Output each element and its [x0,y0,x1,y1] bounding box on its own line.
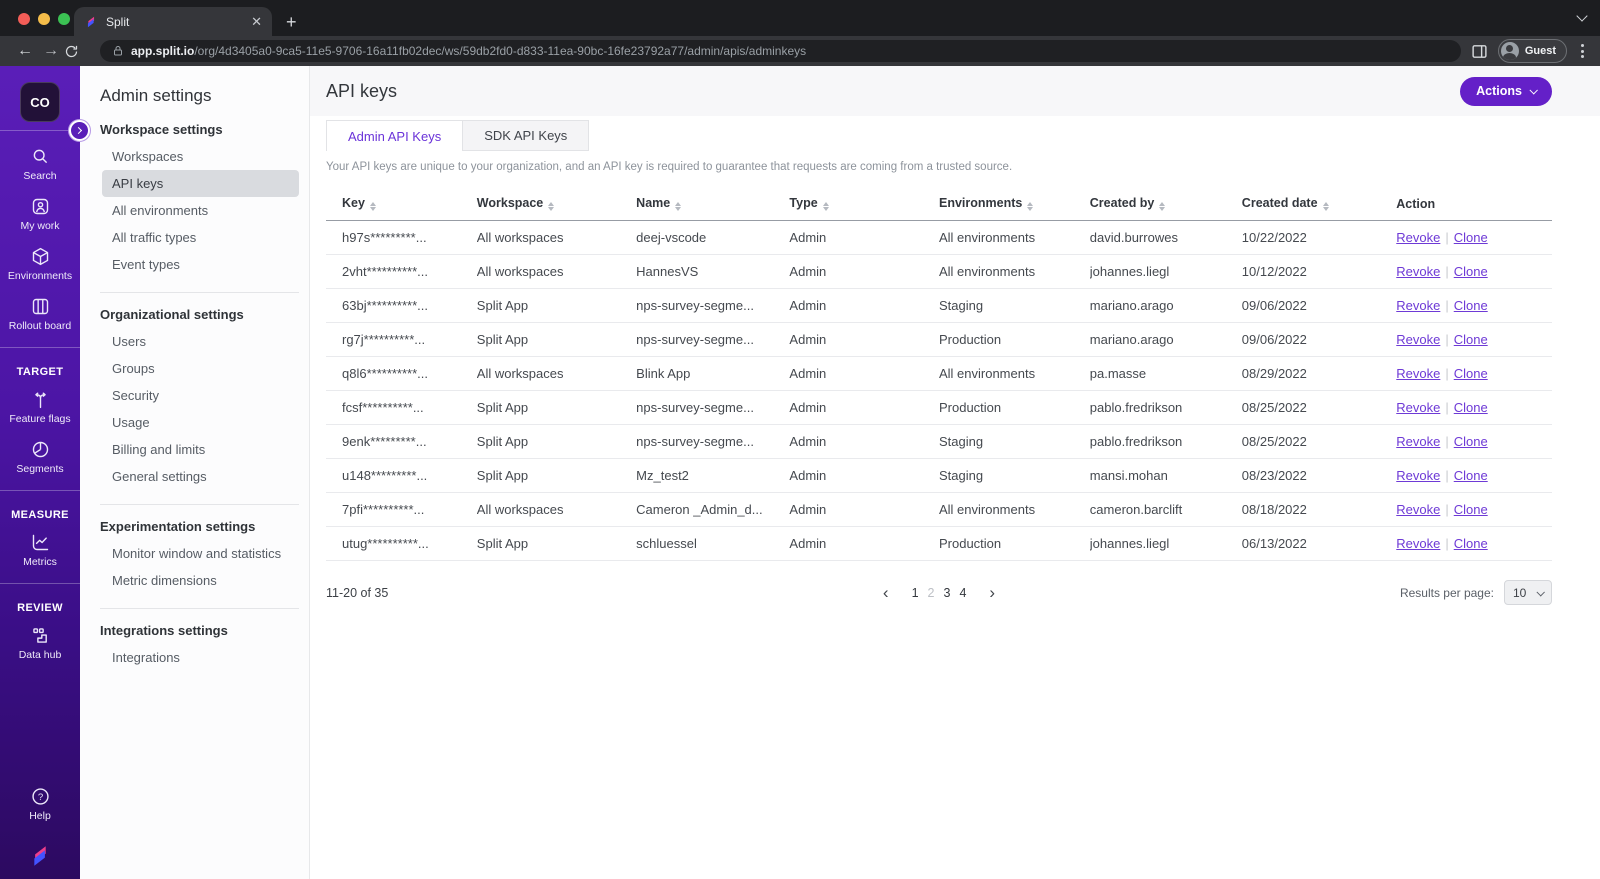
table-row [326,425,1552,459]
cell-type: Admin [789,459,939,493]
cell-workspace: Split App [477,391,636,425]
url-text [131,44,806,58]
cell-created-date: 06/13/2022 [1242,527,1396,561]
action-separator: | [1445,264,1449,279]
sort-icon[interactable] [548,202,554,211]
clone-link[interactable]: Clone [1453,468,1488,483]
table-row [326,391,1552,425]
clone-link[interactable]: Clone [1453,366,1488,381]
nav-item-integrations[interactable]: Integrations [112,650,180,665]
cell-action [1396,391,1552,425]
cell-type: Admin [789,289,939,323]
split-favicon-icon [84,15,98,29]
my-work-icon [30,196,51,217]
previous-page-icon[interactable]: ‹ [882,582,889,602]
cell-name: nps-survey-segme... [636,323,789,357]
rail-item-my-work[interactable] [0,189,80,239]
cell-created-date: 10/22/2022 [1242,221,1396,255]
address-bar[interactable] [100,40,1461,62]
cell-key: u148*********... [326,459,477,493]
rail-divider [0,490,80,491]
column-header-environments[interactable]: Environments [939,186,1090,221]
api-keys-table [326,186,1552,561]
chevron-down-icon [1536,588,1544,596]
cell-environments: Production [939,323,1090,357]
cell-created-date: 10/12/2022 [1242,255,1396,289]
cell-type: Admin [789,323,939,357]
expand-sidebar-button[interactable] [68,119,91,142]
feature-flags-icon [30,389,51,410]
chevron-down-icon [1529,86,1537,94]
metrics-icon [30,532,51,553]
nav-group-organizational-settings: Organizational settings [100,307,244,322]
cell-created-date: 09/06/2022 [1242,323,1396,357]
cell-key: utug**********... [326,527,477,561]
page-title: API keys [326,80,398,101]
cell-action [1396,221,1552,255]
url-path: /org/4d3405a0-9ca5-11e5-9706-16a11fb02dec/ws/59db2fd0-d833-11ea-90bc-16fe23792a77/admin/apis/adminkeys [194,44,807,58]
cell-environments: All environments [939,221,1090,255]
nav-divider [100,292,299,293]
rail-divider [0,583,80,584]
cell-created-by: pablo.fredrikson [1090,425,1242,459]
sort-icon[interactable] [1027,202,1033,211]
cell-name: HannesVS [636,255,789,289]
column-header-name[interactable]: Name [636,186,789,221]
cell-action [1396,425,1552,459]
cell-action [1396,289,1552,323]
rail-item-data-hub[interactable] [0,618,80,668]
rail-item-rollout-board[interactable] [0,289,80,339]
profile-label: Guest [1524,45,1556,57]
rail-item-label: Data hub [18,649,62,661]
rail-section-measure: MEASURE [11,509,69,521]
page-2-current[interactable]: 2 [927,585,935,600]
page-1[interactable]: 1 [911,585,919,600]
rail-item-metrics[interactable] [0,525,80,575]
cell-created-by: david.burrowes [1090,221,1242,255]
cell-type: Admin [789,527,939,561]
revoke-link[interactable]: Revoke [1396,264,1441,279]
rail-item-help[interactable] [0,779,80,829]
cell-created-by: johannes.liegl [1090,255,1242,289]
sort-icon[interactable] [370,202,376,211]
chevron-right-icon [75,127,82,134]
search-icon [30,146,51,167]
workspace-badge[interactable]: CO [20,82,60,122]
cell-type: Admin [789,357,939,391]
nav-item-monitor-window[interactable]: Monitor window and statistics [112,546,282,561]
cell-name: schluessel [636,527,789,561]
nav-item-groups[interactable]: Groups [112,361,155,376]
back-button[interactable]: ← [17,42,33,59]
revoke-link[interactable]: Revoke [1396,332,1441,347]
revoke-link[interactable]: Revoke [1396,298,1441,313]
action-separator: | [1445,502,1449,517]
nav-item-billing-and-limits[interactable]: Billing and limits [112,442,206,457]
cell-key: 63bj**********... [326,289,477,323]
nav-item-api-keys[interactable]: API keys [102,170,299,197]
tab-sdk-api-keys[interactable]: SDK API Keys [462,120,589,151]
admin-settings-nav [80,66,310,879]
actions-button[interactable]: Actions [1460,77,1552,106]
data-hub-icon [30,625,51,646]
page-3[interactable]: 3 [943,585,951,600]
sort-icon[interactable] [1159,202,1165,211]
tab-title: Split [106,14,130,29]
page-4[interactable]: 4 [959,585,967,600]
window-controls[interactable] [18,13,70,25]
help-icon [30,786,51,807]
rail-item-segments[interactable] [0,432,80,482]
clone-link[interactable]: Clone [1453,332,1488,347]
cell-workspace: All workspaces [477,255,636,289]
cell-workspace: Split App [477,459,636,493]
forward-button[interactable]: → [43,42,59,59]
revoke-link[interactable]: Revoke [1396,468,1441,483]
nav-divider [100,608,299,609]
action-separator: | [1445,366,1449,381]
url-domain: app.split.io [131,44,195,58]
cell-workspace: Split App [477,323,636,357]
cell-created-date: 08/18/2022 [1242,493,1396,527]
browser-tab-strip [0,0,1600,36]
rail-item-label: Help [29,810,51,822]
cell-created-by: pa.masse [1090,357,1242,391]
column-header-created-by[interactable]: Created by [1090,186,1242,221]
cell-name: nps-survey-segme... [636,425,789,459]
column-header-workspace[interactable]: Workspace [477,186,636,221]
table-row [326,493,1552,527]
results-range: 11-20 of 35 [326,585,389,600]
environments-cube-icon [30,246,51,267]
main-content [310,66,1600,879]
cell-action [1396,255,1552,289]
cell-environments: Production [939,527,1090,561]
tab-admin-api-keys[interactable]: Admin API Keys [326,120,463,151]
cell-action [1396,493,1552,527]
cell-key: h97s*********... [326,221,477,255]
cell-created-date: 08/23/2022 [1242,459,1396,493]
cell-workspace: Split App [477,527,636,561]
cell-type: Admin [789,391,939,425]
clone-link[interactable]: Clone [1453,264,1488,279]
pagination [869,582,1009,602]
new-tab-button[interactable]: + [286,12,297,32]
cell-created-by: cameron.barclift [1090,493,1242,527]
clone-link[interactable]: Clone [1453,502,1488,517]
rail-item-feature-flags[interactable] [0,382,80,432]
cell-key: fcsf**********... [326,391,477,425]
browser-tab[interactable] [74,7,272,36]
cell-created-by: pablo.fredrikson [1090,391,1242,425]
revoke-link[interactable]: Revoke [1396,230,1441,245]
cell-name: deej-vscode [636,221,789,255]
action-separator: | [1445,468,1449,483]
revoke-link[interactable]: Revoke [1396,502,1441,517]
nav-item-usage[interactable]: Usage [112,415,150,430]
action-separator: | [1445,400,1449,415]
cell-created-date: 08/25/2022 [1242,425,1396,459]
nav-item-general-settings[interactable]: General settings [112,469,207,484]
rail-item-label: Search [23,170,57,182]
column-header-key[interactable]: Key [326,186,477,221]
browser-menu-icon[interactable] [1577,44,1588,58]
cell-environments: All environments [939,357,1090,391]
cell-name: Blink App [636,357,789,391]
avatar [1501,42,1519,60]
clone-link[interactable]: Clone [1453,298,1488,313]
cell-workspace: All workspaces [477,221,636,255]
clone-link[interactable]: Clone [1453,230,1488,245]
svg-text:?: ? [37,792,43,803]
nav-item-all-environments[interactable]: All environments [112,203,209,218]
cell-workspace: All workspaces [477,357,636,391]
split-logo-icon [27,843,53,869]
rail-item-label: Metrics [23,556,57,568]
cell-type: Admin [789,425,939,459]
cell-type: Admin [789,493,939,527]
cell-environments: All environments [939,255,1090,289]
cell-environments: Production [939,391,1090,425]
rail-section-target: TARGET [16,366,64,378]
column-header-type[interactable]: Type [789,186,939,221]
cell-action [1396,357,1552,391]
table-body [326,221,1552,561]
results-per-page-select[interactable]: 10 [1504,580,1552,605]
table-row [326,459,1552,493]
cell-environments: All environments [939,493,1090,527]
cell-key: q8l6**********... [326,357,477,391]
nav-item-all-traffic-types[interactable]: All traffic types [112,230,197,245]
rail-item-search[interactable] [0,139,80,189]
rail-item-label: Rollout board [8,320,72,332]
left-rail [0,66,80,879]
rail-item-label: Environments [7,270,73,282]
segments-icon [30,439,51,460]
revoke-link[interactable]: Revoke [1396,536,1441,551]
rail-item-environments[interactable] [0,239,80,289]
nav-item-event-types[interactable]: Event types [112,257,180,272]
action-separator: | [1445,536,1449,551]
cell-action [1396,323,1552,357]
action-separator: | [1445,332,1449,347]
nav-item-security[interactable]: Security [112,388,159,403]
cell-created-by: mariano.arago [1090,323,1242,357]
tab-search-chevron-icon[interactable] [1576,10,1587,21]
cell-action [1396,527,1552,561]
cell-environments: Staging [939,289,1090,323]
cell-created-by: johannes.liegl [1090,527,1242,561]
lock-icon [112,45,124,57]
close-window-button[interactable] [18,13,30,25]
clone-link[interactable]: Clone [1453,434,1488,449]
cell-created-date: 08/25/2022 [1242,391,1396,425]
cell-workspace: Split App [477,289,636,323]
cell-environments: Staging [939,459,1090,493]
side-panel-icon[interactable] [1471,43,1488,60]
next-page-icon[interactable]: › [989,582,996,602]
revoke-link[interactable]: Revoke [1396,434,1441,449]
action-separator: | [1445,298,1449,313]
clone-link[interactable]: Clone [1453,400,1488,415]
cell-type: Admin [789,221,939,255]
column-header-created-date[interactable]: Created date [1242,186,1396,221]
table-row [326,357,1552,391]
rail-item-label: Segments [16,463,64,475]
column-header-action: Action [1396,186,1552,221]
cell-workspace: All workspaces [477,493,636,527]
sort-icon[interactable] [1323,202,1329,211]
revoke-link[interactable]: Revoke [1396,366,1441,381]
nav-item-metric-dimensions[interactable]: Metric dimensions [112,573,217,588]
tab-close-icon[interactable]: ✕ [251,13,262,29]
nav-divider [100,504,299,505]
reload-button[interactable] [64,44,90,59]
cell-name: Mz_test2 [636,459,789,493]
results-per-page-label: Results per page: [1399,585,1494,600]
rail-item-label: Feature flags [9,413,71,425]
nav-group-workspace-settings: Workspace settings [100,122,223,137]
cell-name: Cameron _Admin_d... [636,493,789,527]
minimize-window-button[interactable] [38,13,50,25]
rollout-board-icon [30,296,51,317]
action-separator: | [1445,230,1449,245]
cell-created-by: mansi.mohan [1090,459,1242,493]
cell-environments: Staging [939,425,1090,459]
admin-settings-title: Admin settings [100,86,212,105]
nav-item-users[interactable]: Users [112,334,146,349]
cell-created-date: 09/06/2022 [1242,289,1396,323]
table-footer [326,580,1552,605]
sort-icon[interactable] [675,202,681,211]
clone-link[interactable]: Clone [1453,536,1488,551]
cell-workspace: Split App [477,425,636,459]
rail-divider [0,347,80,348]
revoke-link[interactable]: Revoke [1396,400,1441,415]
table-header-row [326,186,1552,221]
api-keys-description: Your API keys are unique to your organization, and an API key is required to guarantee that requests are coming from a trusted source. [326,161,1013,173]
rail-section-review: REVIEW [17,602,63,614]
table-row [326,323,1552,357]
cell-action [1396,459,1552,493]
page-header [310,66,1600,116]
cell-created-date: 08/29/2022 [1242,357,1396,391]
cell-name: nps-survey-segme... [636,391,789,425]
sort-icon[interactable] [823,202,829,211]
action-separator: | [1445,434,1449,449]
table-row [326,221,1552,255]
table-row [326,255,1552,289]
rail-item-label: My work [20,220,60,232]
nav-item-workspaces[interactable]: Workspaces [112,149,184,164]
cell-type: Admin [789,255,939,289]
nav-group-experimentation-settings: Experimentation settings [100,519,256,534]
table-row [326,289,1552,323]
api-keys-tabs [326,120,1552,151]
maximize-window-button[interactable] [58,13,70,25]
cell-key: 7pfi**********... [326,493,477,527]
table-row [326,527,1552,561]
cell-created-by: mariano.arago [1090,289,1242,323]
browser-toolbar [0,36,1600,66]
cell-key: 2vht**********... [326,255,477,289]
browser-profile-button[interactable] [1498,39,1567,63]
cell-key: 9enk*********... [326,425,477,459]
nav-group-integrations-settings: Integrations settings [100,623,228,638]
cell-name: nps-survey-segme... [636,289,789,323]
cell-key: rg7j**********... [326,323,477,357]
